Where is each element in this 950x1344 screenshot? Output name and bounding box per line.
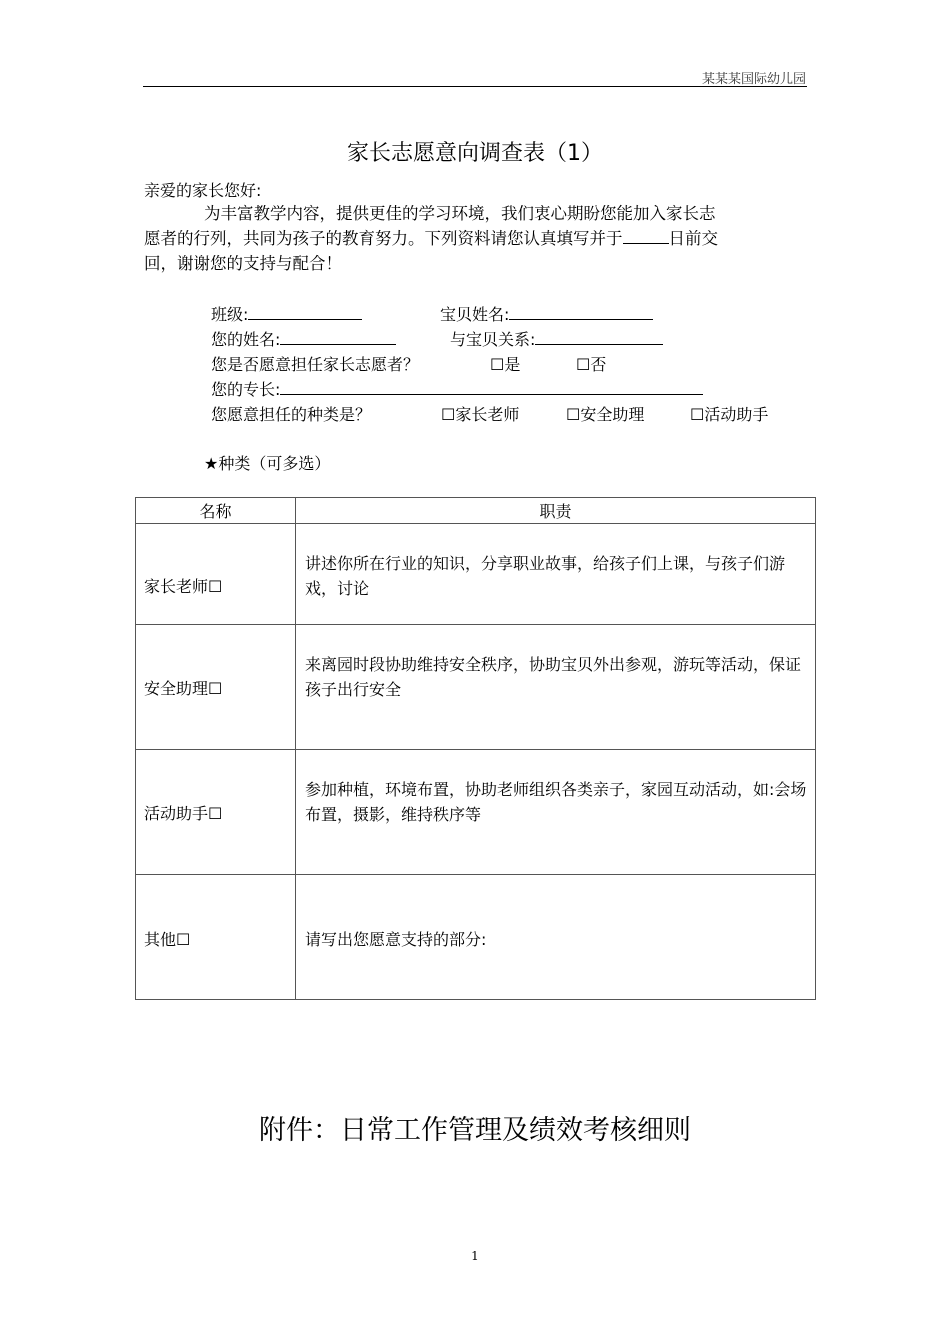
- type-checkbox-parent-teacher[interactable]: ☐家长老师: [441, 405, 520, 424]
- no-checkbox[interactable]: ☐否: [576, 355, 607, 374]
- due-date-blank[interactable]: [623, 229, 669, 244]
- row-name-cell[interactable]: 家长老师☐: [136, 524, 296, 625]
- child-name-input-line[interactable]: [509, 304, 653, 320]
- row-name-cell[interactable]: 其他☐: [136, 875, 296, 1000]
- type-checkbox-activity-helper[interactable]: ☐活动助手: [690, 405, 769, 424]
- header-name: 名称: [136, 498, 296, 524]
- intro-line-3: 回，谢谢您的支持与配合！: [144, 254, 342, 273]
- volunteer-types-table: [135, 497, 816, 1000]
- header-organization: 某某某国际幼儿园: [701, 72, 806, 87]
- table-row: [136, 524, 816, 625]
- intro-line-2: 愿者的行列，共同为孩子的教育努力。下列资料请您认真填写并于 日前交: [144, 229, 718, 248]
- appendix-title: 附件：日常工作管理及绩效考核细则: [259, 1115, 691, 1146]
- header-rule: [143, 86, 807, 87]
- table-row: [136, 750, 816, 875]
- table-row: [136, 875, 816, 1000]
- intro-line-1: 为丰富教学内容，提供更佳的学习环境，我们衷心期盼您能加入家长志: [204, 204, 716, 223]
- your-name-field: 您的姓名:: [211, 327, 396, 350]
- type-question: 您愿意担任的种类是？: [211, 405, 372, 424]
- relation-input-line[interactable]: [535, 329, 663, 345]
- table-header-row: [136, 498, 816, 524]
- row-duty-cell: 讲述你所在行业的知识，分享职业故事，给孩子们上课，与孩子们游戏，讨论: [296, 524, 816, 625]
- yes-checkbox[interactable]: ☐是: [490, 355, 521, 374]
- form-title: 家长志愿意向调查表（1）: [347, 141, 603, 166]
- row-name-cell[interactable]: 安全助理☐: [136, 625, 296, 750]
- page-number: 1: [471, 1249, 479, 1263]
- willing-question: 您是否愿意担任家长志愿者？: [211, 355, 420, 374]
- row-duty-cell[interactable]: 请写出您愿意支持的部分:: [296, 875, 816, 1000]
- row-duty-cell: 参加种植，环境布置，协助老师组织各类亲子，家园互动活动，如:会场布置，摄影，维持秩序等: [296, 750, 816, 875]
- specialty-field: 您的专长:: [211, 377, 703, 400]
- type-checkbox-safety-assistant[interactable]: ☐安全助理: [566, 405, 645, 424]
- your-name-input-line[interactable]: [280, 329, 396, 345]
- greeting: 亲爱的家长您好:: [144, 181, 262, 200]
- class-field: 班级:: [211, 302, 362, 325]
- child-name-field: 宝贝姓名:: [440, 302, 653, 325]
- relation-field: 与宝贝关系:: [450, 327, 663, 350]
- specialty-input-line[interactable]: [280, 379, 703, 395]
- intro-paragraph: [144, 201, 808, 276]
- row-name-cell[interactable]: 活动助手☐: [136, 750, 296, 875]
- multi-select-note: ★种类（可多选）: [204, 454, 331, 473]
- table-row: [136, 625, 816, 750]
- row-duty-cell: 来离园时段协助维持安全秩序，协助宝贝外出参观，游玩等活动，保证孩子出行安全: [296, 625, 816, 750]
- header-duty: 职责: [296, 498, 816, 524]
- class-input-line[interactable]: [248, 304, 362, 320]
